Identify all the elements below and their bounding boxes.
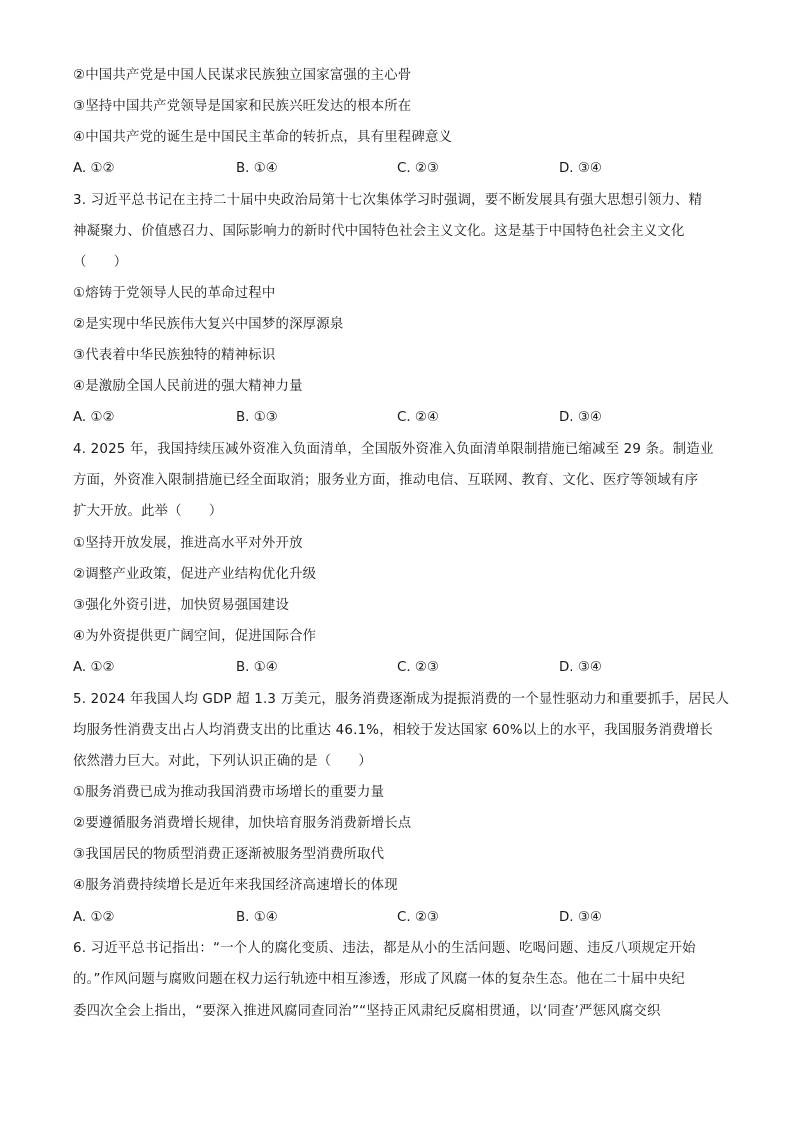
option-statement: ④是激励全国人民前进的强大精神力量	[73, 379, 303, 394]
option-statement: ③我国居民的物质型消费正逐渐被服务型消费所取代	[73, 847, 385, 862]
answer-option-a[interactable]: A. ①②	[73, 910, 115, 925]
answer-option-b[interactable]: B. ①④	[236, 660, 278, 675]
question-text: 依然潜力巨大。对此，下列认识正确的是（ ）	[73, 754, 372, 769]
question-text: 5. 2024 年我国人均 GDP 超 1.3 万美元，服务消费逐渐成为提振消费的一个显性驱动力和重要抓手，居民人	[73, 692, 730, 707]
question-text: 6. 习近平总书记指出：“一个人的腐化变质、违法，都是从小的生活问题、吃喝问题、违反八项规定开始	[73, 941, 696, 956]
option-statement: ③强化外资引进，加快贸易强国建设	[73, 598, 290, 613]
answer-option-d[interactable]: D. ③④	[559, 660, 602, 675]
answer-option-c[interactable]: C. ②④	[397, 410, 439, 425]
question-text: 的。”作风问题与腐败问题在权力运行轨迹中相互渗透，形成了风腐一体的复杂生态。他在二十届中央纪	[73, 972, 686, 987]
answer-option-c[interactable]: C. ②③	[397, 161, 439, 176]
answer-option-b[interactable]: B. ①④	[236, 161, 278, 176]
option-statement: ③代表着中华民族独特的精神标识	[73, 348, 276, 363]
question-text: 3. 习近平总书记在主持二十届中央政治局第十七次集体学习时强调，要不断发展具有强大思想引领力、精	[73, 193, 703, 208]
option-statement: ②调整产业政策，促进产业结构优化升级	[73, 567, 317, 582]
question-text: 均服务性消费支出占人均消费支出的比重达 46.1%，相较于发达国家 60%以上的水平，我国服务消费增长	[73, 723, 714, 738]
answer-options-q2	[73, 159, 723, 179]
answer-option-a[interactable]: A. ①②	[73, 161, 115, 176]
option-statement: ④中国共产党的诞生是中国民主革命的转折点，具有里程碑意义	[73, 130, 453, 145]
question-text: 4. 2025 年，我国持续压减外资准入负面清单，全国版外资准入负面清单限制措施已缩减至 29 条。制造业	[73, 442, 714, 457]
answer-options-q5	[73, 908, 723, 928]
question-text: 委四次全会上指出，“要深入推进风腐同查同治”“坚持正风肃纪反腐相贯通，以‘同查’严惩风腐交织	[73, 1004, 661, 1019]
option-statement: ②中国共产党是中国人民谋求民族独立国家富强的主心骨	[73, 68, 412, 83]
answer-option-d[interactable]: D. ③④	[559, 161, 602, 176]
option-statement: ②是实现中华民族伟大复兴中国梦的深厚源泉	[73, 317, 344, 332]
question-text: 神凝聚力、价值感召力、国际影响力的新时代中国特色社会主义文化。这是基于中国特色社会主义文化	[73, 224, 685, 239]
answer-options-q4	[73, 658, 723, 678]
option-statement: ④为外资提供更广阔空间，促进国际合作	[73, 629, 317, 644]
answer-option-a[interactable]: A. ①②	[73, 660, 115, 675]
answer-option-a[interactable]: A. ①②	[73, 410, 115, 425]
option-statement: ②要遵循服务消费增长规律，加快培育服务消费新增长点	[73, 816, 412, 831]
option-statement: ①服务消费已成为推动我国消费市场增长的重要力量	[73, 785, 385, 800]
answer-option-b[interactable]: B. ①④	[236, 910, 278, 925]
answer-blank: （ ）	[73, 255, 128, 270]
option-statement: ①坚持开放发展，推进高水平对外开放	[73, 536, 303, 551]
answer-option-b[interactable]: B. ①③	[236, 410, 278, 425]
option-statement: ④服务消费持续增长是近年来我国经济高速增长的体现	[73, 878, 398, 893]
answer-option-c[interactable]: C. ②③	[397, 910, 439, 925]
option-statement: ③坚持中国共产党领导是国家和民族兴旺发达的根本所在	[73, 99, 412, 114]
question-text: 扩大开放。此举（ ）	[73, 504, 223, 519]
answer-option-d[interactable]: D. ③④	[559, 910, 602, 925]
answer-option-c[interactable]: C. ②③	[397, 660, 439, 675]
answer-option-d[interactable]: D. ③④	[559, 410, 602, 425]
answer-options-q3	[73, 408, 723, 428]
question-text: 方面，外资准入限制措施已经全面取消；服务业方面，推动电信、互联网、教育、文化、医疗等领域有序	[73, 473, 699, 488]
option-statement: ①熔铸于党领导人民的革命过程中	[73, 286, 276, 301]
